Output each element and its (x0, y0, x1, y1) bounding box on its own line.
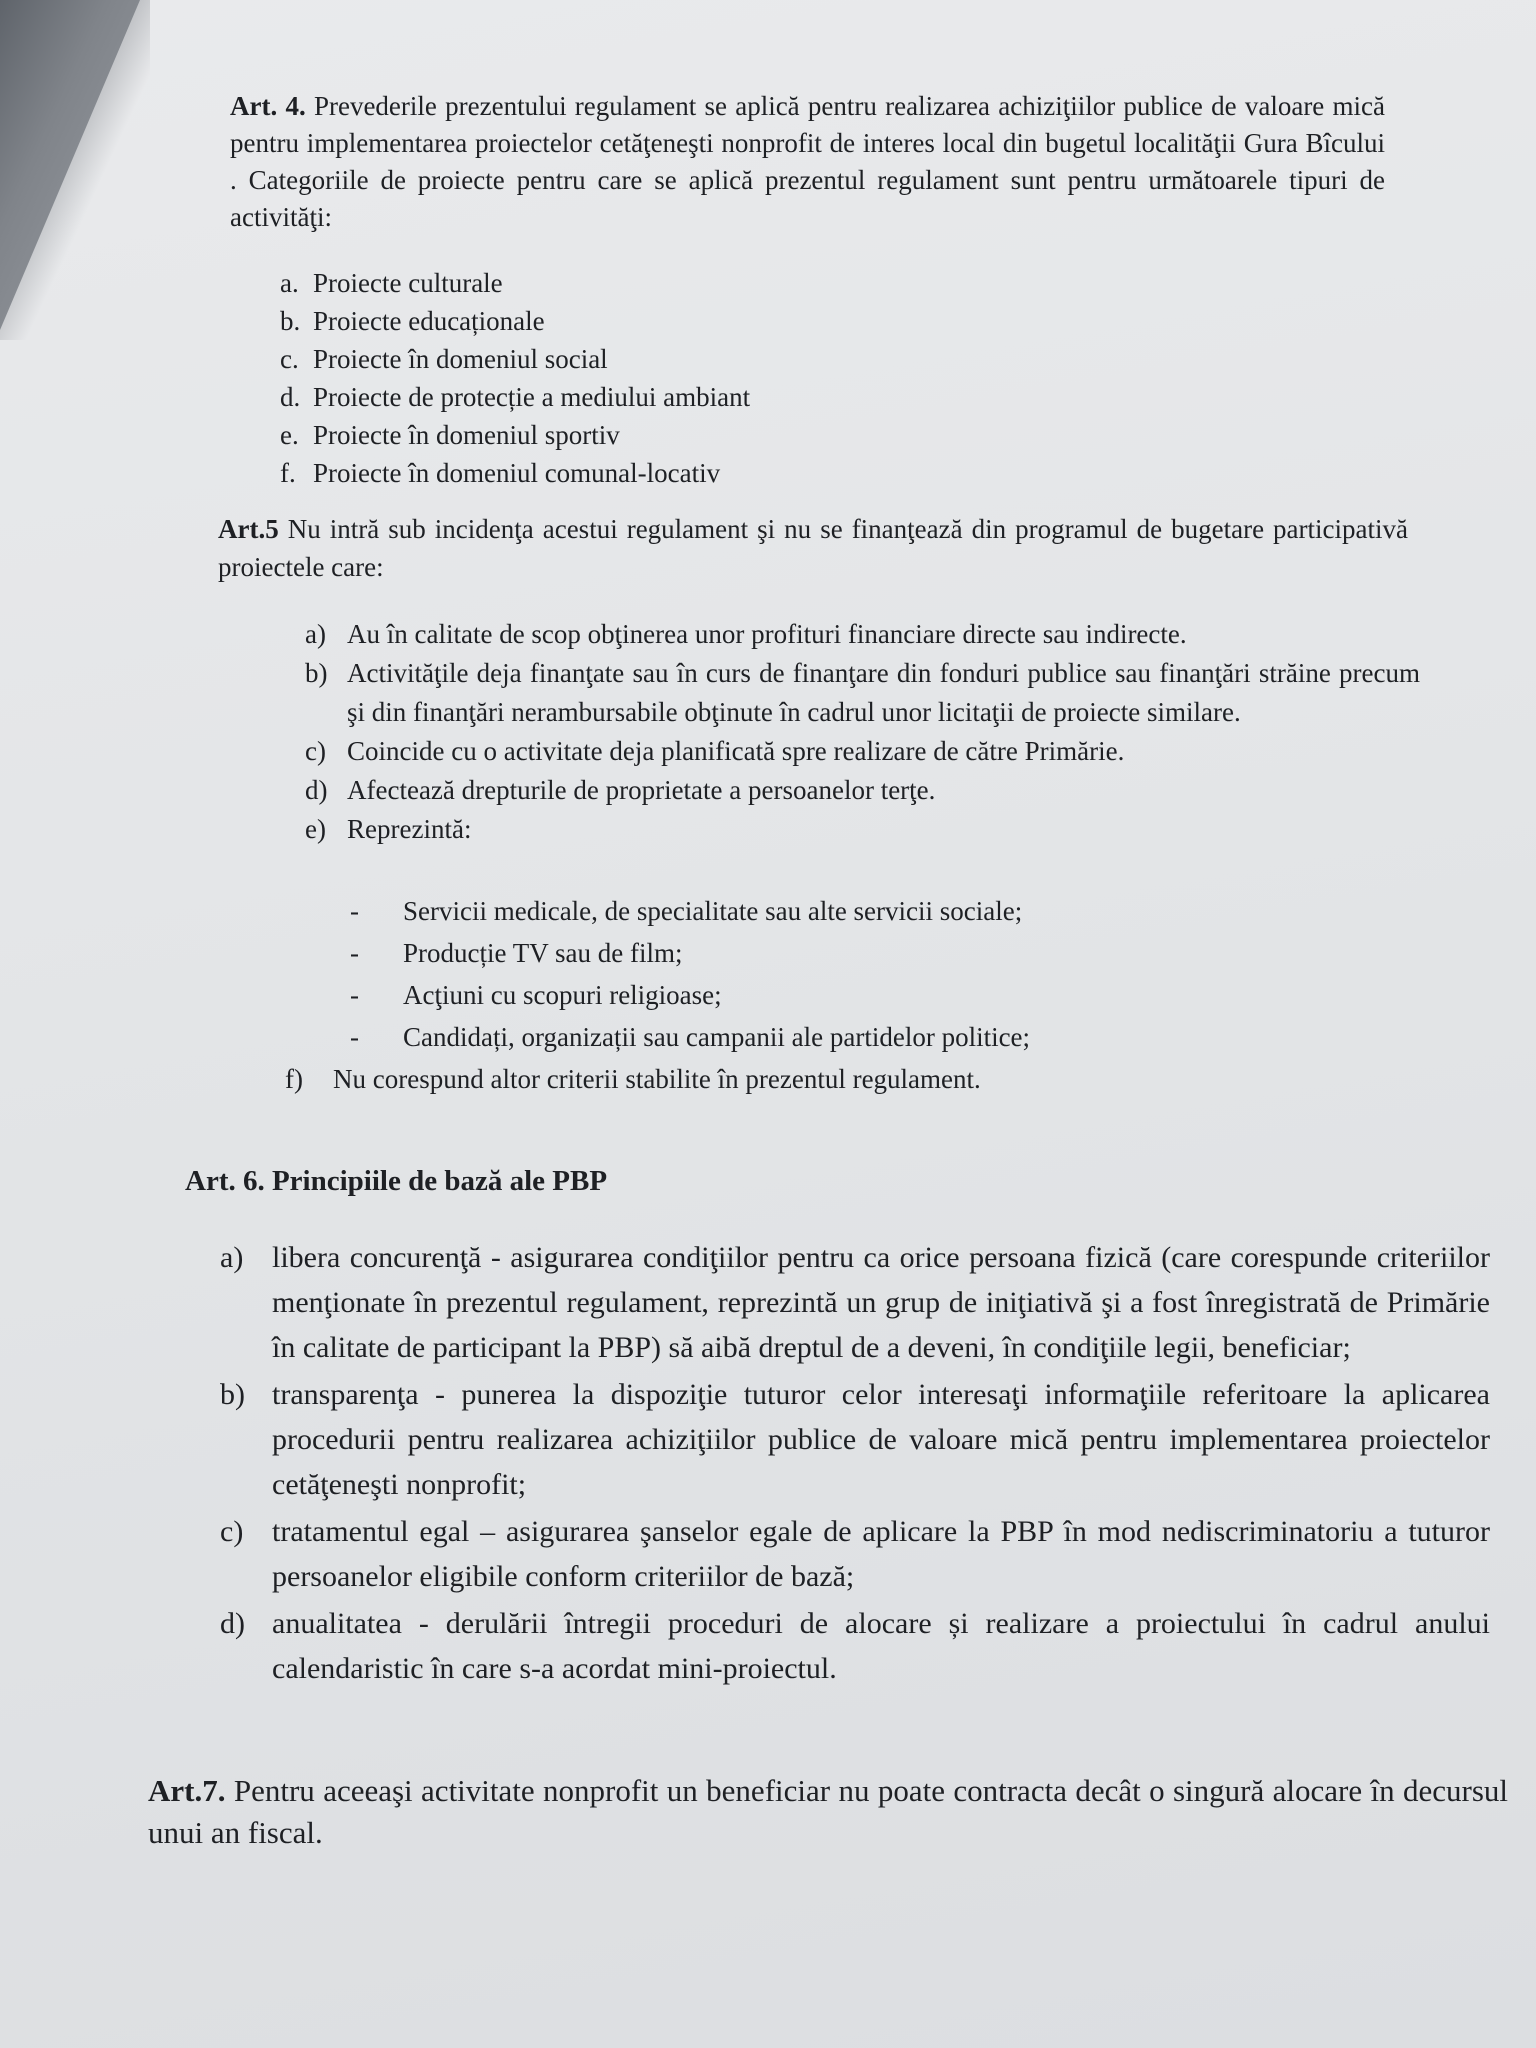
list-item-text: Proiecte în domeniul social (313, 344, 608, 374)
list-item-text: Producție TV sau de film; (403, 938, 683, 968)
list-marker: b) (305, 658, 328, 688)
list-item (350, 974, 1250, 1016)
list-marker: c) (305, 736, 326, 766)
list-item-text: Proiecte în domeniul sportiv (313, 420, 620, 450)
list-item-text: Servicii medicale, de specialitate sau alte servicii sociale; (403, 896, 1023, 926)
list-marker: a) (305, 619, 326, 649)
list-item (280, 340, 1180, 378)
list-item (285, 1060, 1285, 1098)
list-item-text: libera concurenţă - asigurarea condiţiilor pentru ca orice persoana fizică (care corespunde criteriilor menţionate în prezentul regulament, reprezintă un grup de iniţiativă şi a fost înregistrată de Primărie în calitate de participant la PBP) să aibă dreptul de a deveni, în condiţiile legii, beneficiar; (272, 1241, 1490, 1364)
list-marker: b. (280, 306, 301, 336)
page-curl (0, 0, 150, 340)
list-item (280, 264, 1180, 302)
list-item-text: Coincide cu o activitate deja planificată spre realizare de către Primărie. (347, 736, 1125, 766)
list-marker: d. (280, 382, 301, 412)
dash-marker: - (350, 896, 359, 926)
article-4-text: Prevederile prezentului regulament se aplică pentru realizarea achiziţiilor publice de valoare mică pentru implementarea proiectelor cetăţeneşti nonprofit de interes local din bugetul localităţii Gura Bîcului . Categoriile de proiecte pentru care se aplică prezentul regulament sunt pentru următoarele tipuri de activităţi: (230, 91, 1385, 232)
list-item (220, 1601, 1490, 1691)
dash-marker: - (350, 1022, 359, 1052)
list-item-text: Candidați, organizații sau campanii ale partidelor politice; (403, 1022, 1031, 1052)
list-item-text: Proiecte educaționale (313, 306, 545, 336)
list-item-text: Afectează drepturile de proprietate a persoanelor terţe. (347, 775, 936, 805)
list-item-text: tratamentul egal – asigurarea şanselor egale de aplicare la PBP în mod nediscriminatoriu a tuturor persoanelor eligibile conform criteriilor de bază; (272, 1515, 1490, 1593)
list-item (350, 932, 1250, 974)
list-marker: c. (280, 344, 299, 374)
list-item (220, 1235, 1490, 1370)
article-4-project-categories (280, 264, 1180, 492)
list-item-text: Acţiuni cu scopuri religioase; (403, 980, 722, 1010)
list-item-text: Reprezintă: (347, 814, 472, 844)
list-item (280, 416, 1180, 454)
list-item (280, 378, 1180, 416)
list-item-text: Au în calitate de scop obţinerea unor profituri financiare directe sau indirecte. (347, 619, 1187, 649)
article-5-represents-sublist (350, 890, 1250, 1058)
article-5-label: Art.5 (218, 514, 279, 544)
article-7-text: Pentru aceeaşi activitate nonprofit un beneficiar nu poate contracta decât o singură alocare în decursul unui an fiscal. (148, 1773, 1509, 1850)
article-7-label: Art.7. (148, 1773, 226, 1808)
article-4-label: Art. 4. (230, 91, 306, 121)
article-7-paragraph (148, 1770, 1508, 1854)
dash-marker: - (350, 938, 359, 968)
list-item (305, 732, 1420, 771)
list-marker: d) (305, 775, 328, 805)
list-item (305, 654, 1420, 732)
article-6-title: Art. 6. Principiile de bază ale PBP (185, 1165, 608, 1197)
article-5-exclusions (305, 615, 1420, 849)
list-item-text: anualitatea - derulării întregii proceduri de alocare și realizare a proiectului în cadrul anului calendaristic în care s-a acordat mini-proiectul. (272, 1607, 1490, 1685)
article-6-principles (220, 1235, 1490, 1693)
list-marker: a. (280, 268, 299, 298)
list-marker: b) (220, 1378, 245, 1411)
list-item-text: Activităţile deja finanţate sau în curs de finanţare din fonduri publice sau finanţări străine precum şi din finanţări nerambursabile obţinute în cadrul unor licitaţii de proiecte similare. (347, 658, 1420, 727)
list-item (350, 1016, 1250, 1058)
list-item-text: Proiecte culturale (313, 268, 503, 298)
list-item (280, 454, 1180, 492)
list-item-text: transparenţa - punerea la dispoziţie tuturor celor interesaţi informaţiile referitoare la aplicarea procedurii pentru realizarea achiziţiilor publice de valoare mică pentru implementarea proiectelor cetăţeneşti nonprofit; (272, 1378, 1490, 1501)
list-item (220, 1509, 1490, 1599)
list-item-text: Proiecte în domeniul comunal-locativ (313, 458, 721, 488)
list-item (305, 771, 1420, 810)
list-item (305, 810, 1420, 849)
list-marker: e. (280, 420, 299, 450)
list-item (350, 890, 1250, 932)
list-item (305, 615, 1420, 654)
article-4-paragraph (230, 88, 1385, 236)
list-marker: d) (220, 1607, 245, 1640)
article-5-text: Nu intră sub incidenţa acestui regulament şi nu se finanţează din programul de bugetare participativă proiectele care: (218, 514, 1408, 582)
list-marker: e) (305, 814, 326, 844)
list-item (280, 302, 1180, 340)
list-item-text: Nu corespund altor criterii stabilite în prezentul regulament. (333, 1064, 981, 1094)
list-marker: a) (220, 1241, 244, 1274)
dash-marker: - (350, 980, 359, 1010)
list-marker: f) (285, 1064, 303, 1094)
list-item (220, 1372, 1490, 1507)
list-marker: c) (220, 1515, 244, 1548)
article-5-last-exclusion (285, 1060, 1285, 1098)
list-marker: f. (280, 458, 296, 488)
article-5-paragraph (218, 510, 1408, 586)
list-item-text: Proiecte de protecție a mediului ambiant (313, 382, 751, 412)
